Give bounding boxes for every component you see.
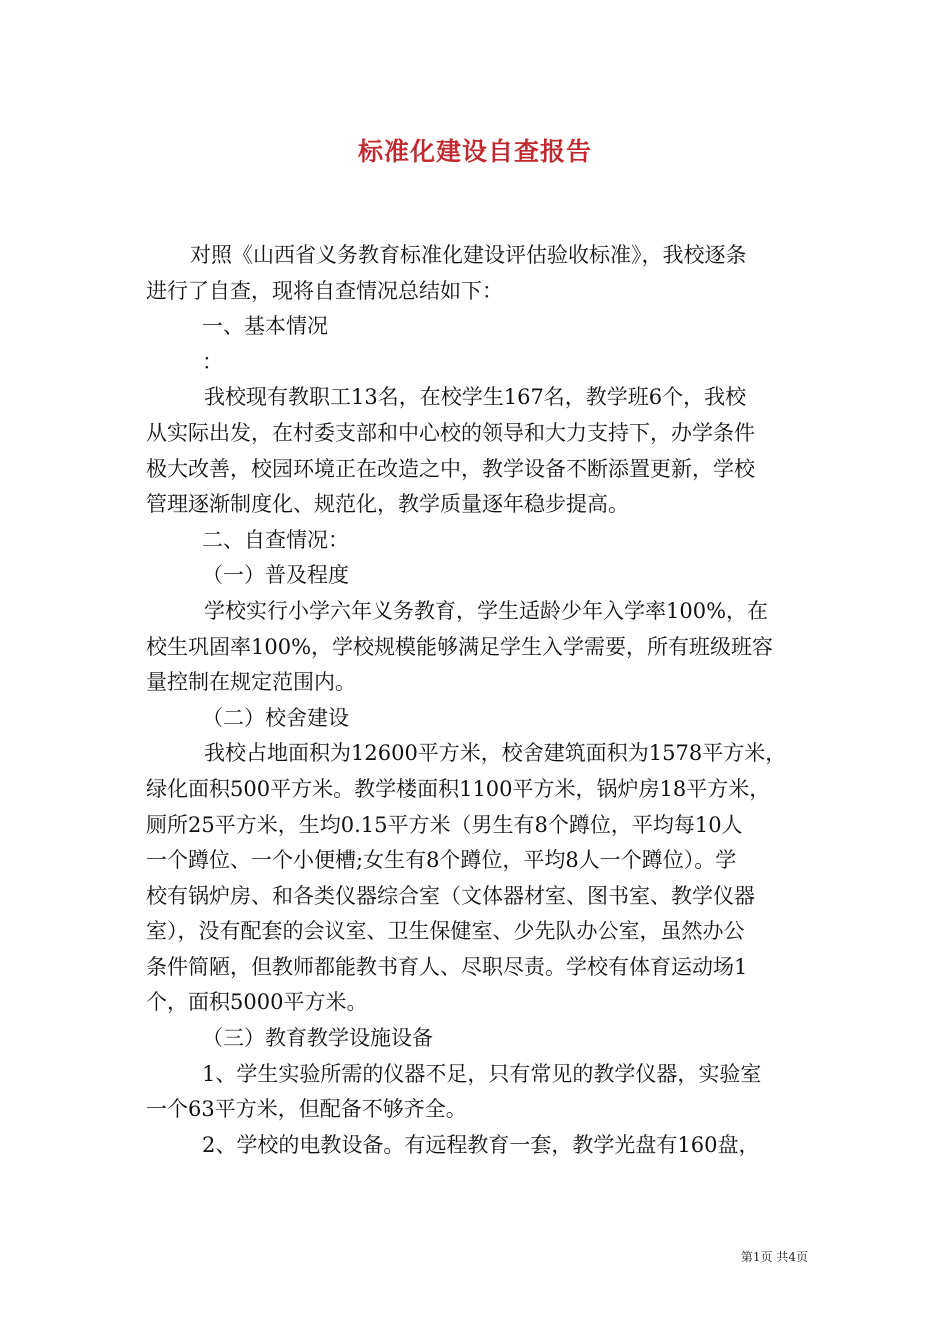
text-line: 进行了自查，现将自查情况总结如下： bbox=[146, 278, 503, 303]
text-line: 1、学生实验所需的仪器不足，只有常见的教学仪器，实验室 bbox=[202, 1061, 762, 1086]
text-line: 厕所25平方米，生均0.15平方米（男生有8个蹲位，平均每10人 bbox=[146, 812, 743, 837]
text-line: 校有锅炉房、和各类仪器综合室（文体器材室、图书室、教学仪器 bbox=[146, 883, 755, 908]
text-line: 一个蹲位、一个小便槽;女生有8个蹲位，平均8人一个蹲位）。学 bbox=[146, 848, 737, 873]
text-line: （三）教育教学设施设备 bbox=[202, 1026, 433, 1051]
text-line: 对照《山西省义务教育标准化建设评估验收标准》，我校逐条 bbox=[190, 243, 747, 267]
text-line: 学校实行小学六年义务教育，学生适龄少年入学率100%，在 bbox=[204, 598, 769, 623]
text-line: ： bbox=[202, 349, 223, 374]
text-line: 我校现有教职工13名，在校学生167名，教学班6个，我校 bbox=[204, 385, 747, 410]
text-line: 量控制在规定范围内。 bbox=[146, 670, 356, 695]
text-line: 一个63平方米，但配备不够齐全。 bbox=[146, 1097, 467, 1122]
text-line: 条件简陋，但教师都能教书育人、尽职尽责。学校有体育运动场1 bbox=[146, 954, 748, 979]
text-line: 个，面积5000平方米。 bbox=[146, 990, 368, 1015]
text-line: （二）校舍建设 bbox=[202, 705, 349, 730]
text-line: 校生巩固率100%，学校规模能够满足学生入学需要，所有班级班容 bbox=[146, 634, 774, 659]
text-line: 我校占地面积为12600平方米，校舍建筑面积为1578平方米， bbox=[204, 741, 787, 766]
document-title: 标准化建设自查报告 bbox=[357, 137, 592, 166]
text-line: 一、基本情况 bbox=[202, 314, 328, 339]
text-line: 2、学校的电教设备。有远程教育一套，教学光盘有160盘， bbox=[202, 1132, 760, 1157]
document-body bbox=[146, 238, 810, 1163]
text-line: 管理逐渐制度化、规范化，教学质量逐年稳步提高。 bbox=[146, 492, 629, 517]
text-line: 从实际出发，在村委支部和中心校的领导和大力支持下，办学条件 bbox=[146, 420, 755, 445]
text-line: 绿化面积500平方米。教学楼面积1100平方米，锅炉房18平方米， bbox=[146, 776, 771, 801]
text-line: 室），没有配套的会议室、卫生保健室、少先队办公室，虽然办公 bbox=[146, 919, 745, 944]
text-line: （一）普及程度 bbox=[202, 563, 349, 588]
page-number-footer: 第1页 共4页 bbox=[740, 1250, 808, 1264]
text-line: 极大改善，校园环境正在改造之中，教学设备不断添置更新，学校 bbox=[146, 456, 755, 481]
text-line: 二、自查情况： bbox=[202, 527, 349, 552]
